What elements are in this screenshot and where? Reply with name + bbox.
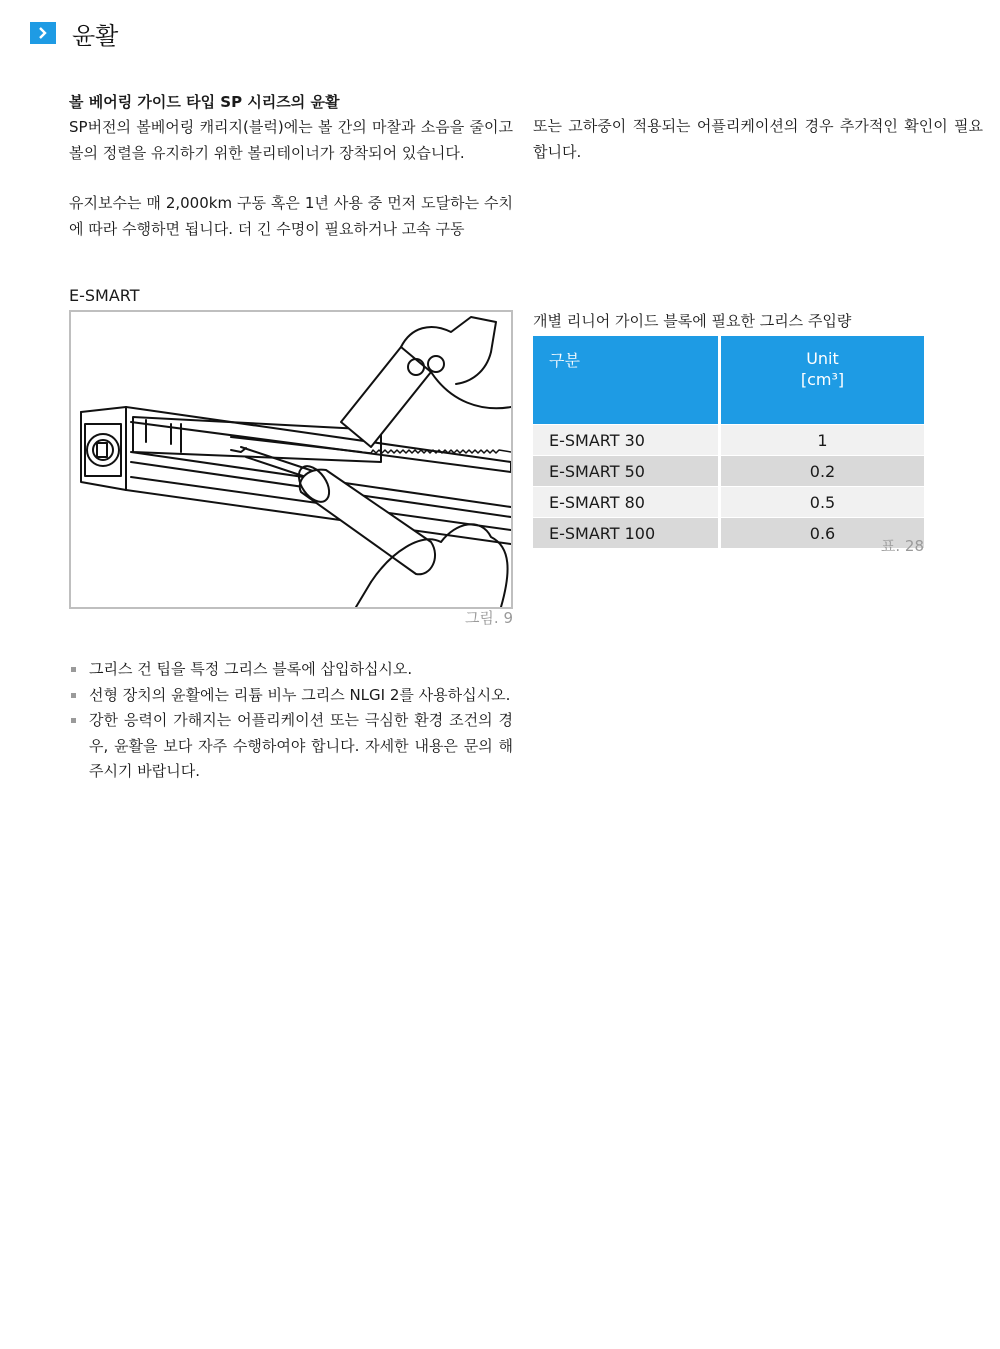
row-model: E-SMART 50 (533, 455, 721, 486)
instruction-list (69, 657, 513, 785)
lubrication-illustration (69, 310, 513, 609)
figure-label: E-SMART (69, 286, 140, 305)
list-item-text: 그리스 건 팁을 특정 그리스 블록에 삽입하십시오. (89, 660, 413, 678)
section-header (30, 18, 118, 48)
list-item (69, 657, 513, 683)
grease-amount-table (533, 336, 924, 548)
intro-paragraph-2-right: 또는 고하중이 적용되는 어플리케이션의 경우 추가적인 확인이 필요합니다. (533, 117, 983, 161)
intro-right-column (533, 114, 983, 165)
row-model: E-SMART 80 (533, 486, 721, 517)
row-model: E-SMART 100 (533, 517, 721, 548)
bullet-square-icon (71, 693, 76, 698)
column-header-unit (721, 336, 924, 424)
intro-paragraph-1: SP버전의 볼베어링 캐리지(블럭)에는 볼 간의 마찰과 소음을 줄이고 볼의 정렬을 유지하기 위한 볼리테이너가 장착되어 있습니다. (69, 118, 513, 162)
column-header-category: 구분 (533, 336, 721, 424)
table-row (533, 424, 924, 455)
list-item (69, 683, 513, 709)
table-header-row (533, 336, 924, 424)
row-amount: 0.6 (721, 517, 924, 548)
list-item-text: 강한 응력이 가해지는 어플리케이션 또는 극심한 환경 조건의 경우, 윤활을 보다 자주 수행하여야 합니다. 자세한 내용은 문의 해주시기 바랍니다. (89, 711, 513, 780)
row-amount: 1 (721, 424, 924, 455)
list-item (69, 708, 513, 785)
table-row (533, 455, 924, 486)
bullet-square-icon (71, 667, 76, 672)
table-row (533, 486, 924, 517)
unit-label: Unit (806, 349, 839, 368)
row-amount: 0.5 (721, 486, 924, 517)
intro-left-column (69, 90, 513, 242)
figure-caption: 그림. 9 (464, 609, 513, 627)
row-model: E-SMART 30 (533, 424, 721, 455)
unit-value: [cm³] (800, 370, 845, 389)
intro-paragraph-2-left: 유지보수는 매 2,000km 구동 혹은 1년 사용 중 먼저 도달하는 수치에 따라 수행하면 됩니다. 더 긴 수명이 필요하거나 고속 구동 (69, 194, 513, 238)
row-amount: 0.2 (721, 455, 924, 486)
table-caption: 표. 28 (880, 537, 924, 555)
table-title: 개별 리니어 가이드 블록에 필요한 그리스 주입량 (533, 312, 852, 330)
intro-subheading: 볼 베어링 가이드 타입 SP 시리즈의 윤활 (69, 93, 340, 111)
section-title: 윤활 (72, 21, 119, 50)
bullet-square-icon (71, 718, 76, 723)
list-item-text: 선형 장치의 윤활에는 리튬 비누 그리스 NLGI 2를 사용하십시오. (89, 685, 511, 704)
chevron-right-icon (30, 22, 56, 44)
